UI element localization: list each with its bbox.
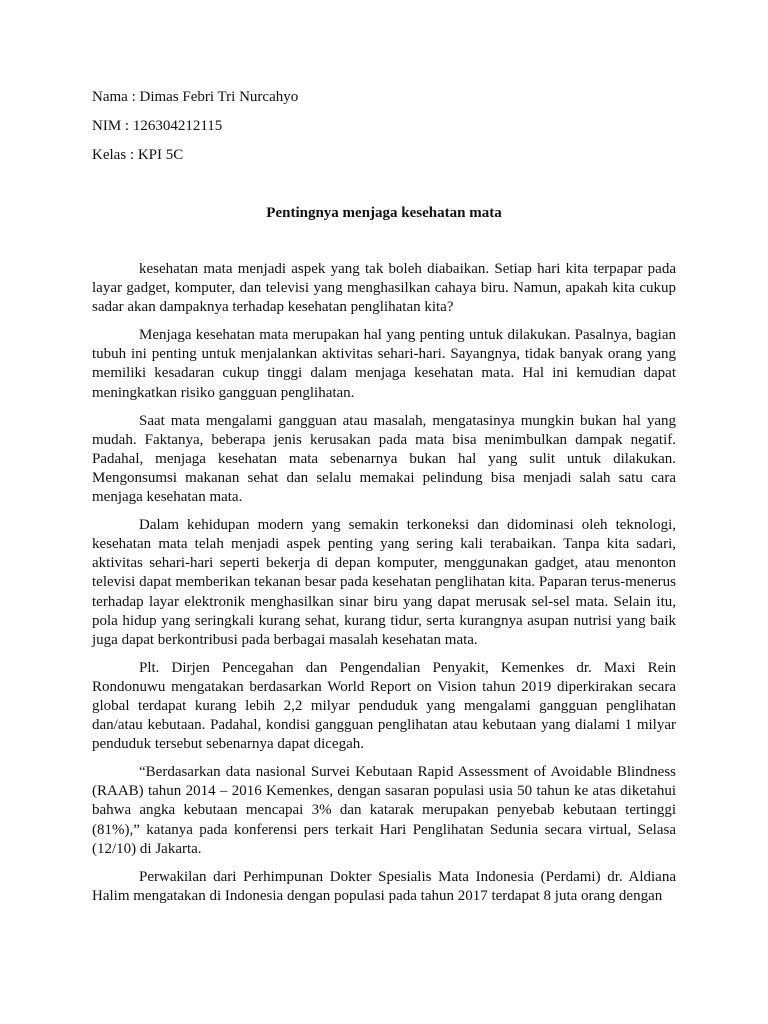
paragraph: “Berdasarkan data nasional Survei Kebutaan Rapid Assessment of Avoidable Blindness (RAAB) tahun 2014 – 2016 Kemenkes, dengan sasaran populasi usia 50 tahun ke atas diketahui bahwa angka kebutaan mencapai 3% dan katarak merupakan penyebab kebutaan tertinggi (81%),” katanya pada konferensi pers terkait Hari Penglihatan Sedunia secara virtual, Selasa (12/10) di Jakarta. [92,764,676,857]
student-nim-line: NIM : 126304212115 [92,118,223,134]
paragraph: Dalam kehidupan modern yang semakin terkoneksi dan didominasi oleh teknologi, kesehatan mata telah menjadi aspek penting yang sering kali terabaikan. Tanpa kita sadari, aktivitas sehari-hari seperti bekerja di depan komputer, menggunakan gadget, atau menonton televisi dapat memberikan tekanan besar pada kesehatan penglihatan kita. Paparan terus-menerus terhadap layar elektronik menghasilkan sinar biru yang dapat merusak sel-sel mata. Selain itu, pola hidup yang seringkali kurang sehat, kurang tidur, serta kurangnya asupan nutrisi yang baik juga dapat berkontribusi pada berbagai masalah kesehatan mata. [92,517,676,648]
paragraph: Perwakilan dari Perhimpunan Dokter Spesialis Mata Indonesia (Perdami) dr. Aldiana Halim mengatakan di Indonesia dengan populasi pada tahun 2017 terdapat 8 juta orang dengan [92,868,676,904]
paragraph: Plt. Dirjen Pencegahan dan Pengendalian Penyakit, Kemenkes dr. Maxi Rein Rondonuwu mengatakan berdasarkan World Report on Vision tahun 2019 diperkirakan secara global terdapat kurang lebih 2,2 milyar penduduk yang mengalami gangguan penglihatan dan/atau kebutaan. Padahal, kondisi gangguan penglihatan atau kebutaan yang dialami 1 milyar penduduk tersebut sebenarnya dapat dicegah. [92,659,676,753]
document-body [92,260,676,915]
paragraph: kesehatan mata menjadi aspek yang tak boleh diabaikan. Setiap hari kita terpapar pada layar gadget, komputer, dan televisi yang menghasilkan cahaya biru. Namun, apakah kita cukup sadar akan dampaknya terhadap kesehatan penglihatan kita? [92,261,676,316]
paragraph: Saat mata mengalami gangguan atau masalah, mengatasinya mungkin bukan hal yang mudah. Faktanya, beberapa jenis kerusakan pada mata bisa menimbulkan dampak negatif. Padahal, menjaga kesehatan mata sebenarnya bukan hal yang sulit untuk dilakukan. Mengonsumsi makanan sehat dan selalu memakai pelindung bisa menjadi salah satu cara menjaga kesehatan mata. [92,412,676,506]
student-class-line: Kelas : KPI 5C [92,147,184,163]
paragraph: Menjaga kesehatan mata merupakan hal yang penting untuk dilakukan. Pasalnya, bagian tubuh ini penting untuk menjalankan aktivitas sehari-hari. Sayangnya, tidak banyak orang yang memiliki kesadaran cukup tinggi dalam menjaga kesehatan mata. Hal ini kemudian dapat meningkatkan risiko gangguan penglihatan. [92,327,676,401]
document-title: Pentingnya menjaga kesehatan mata [266,205,502,221]
student-name-line: Nama : Dimas Febri Tri Nurcahyo [92,89,299,105]
